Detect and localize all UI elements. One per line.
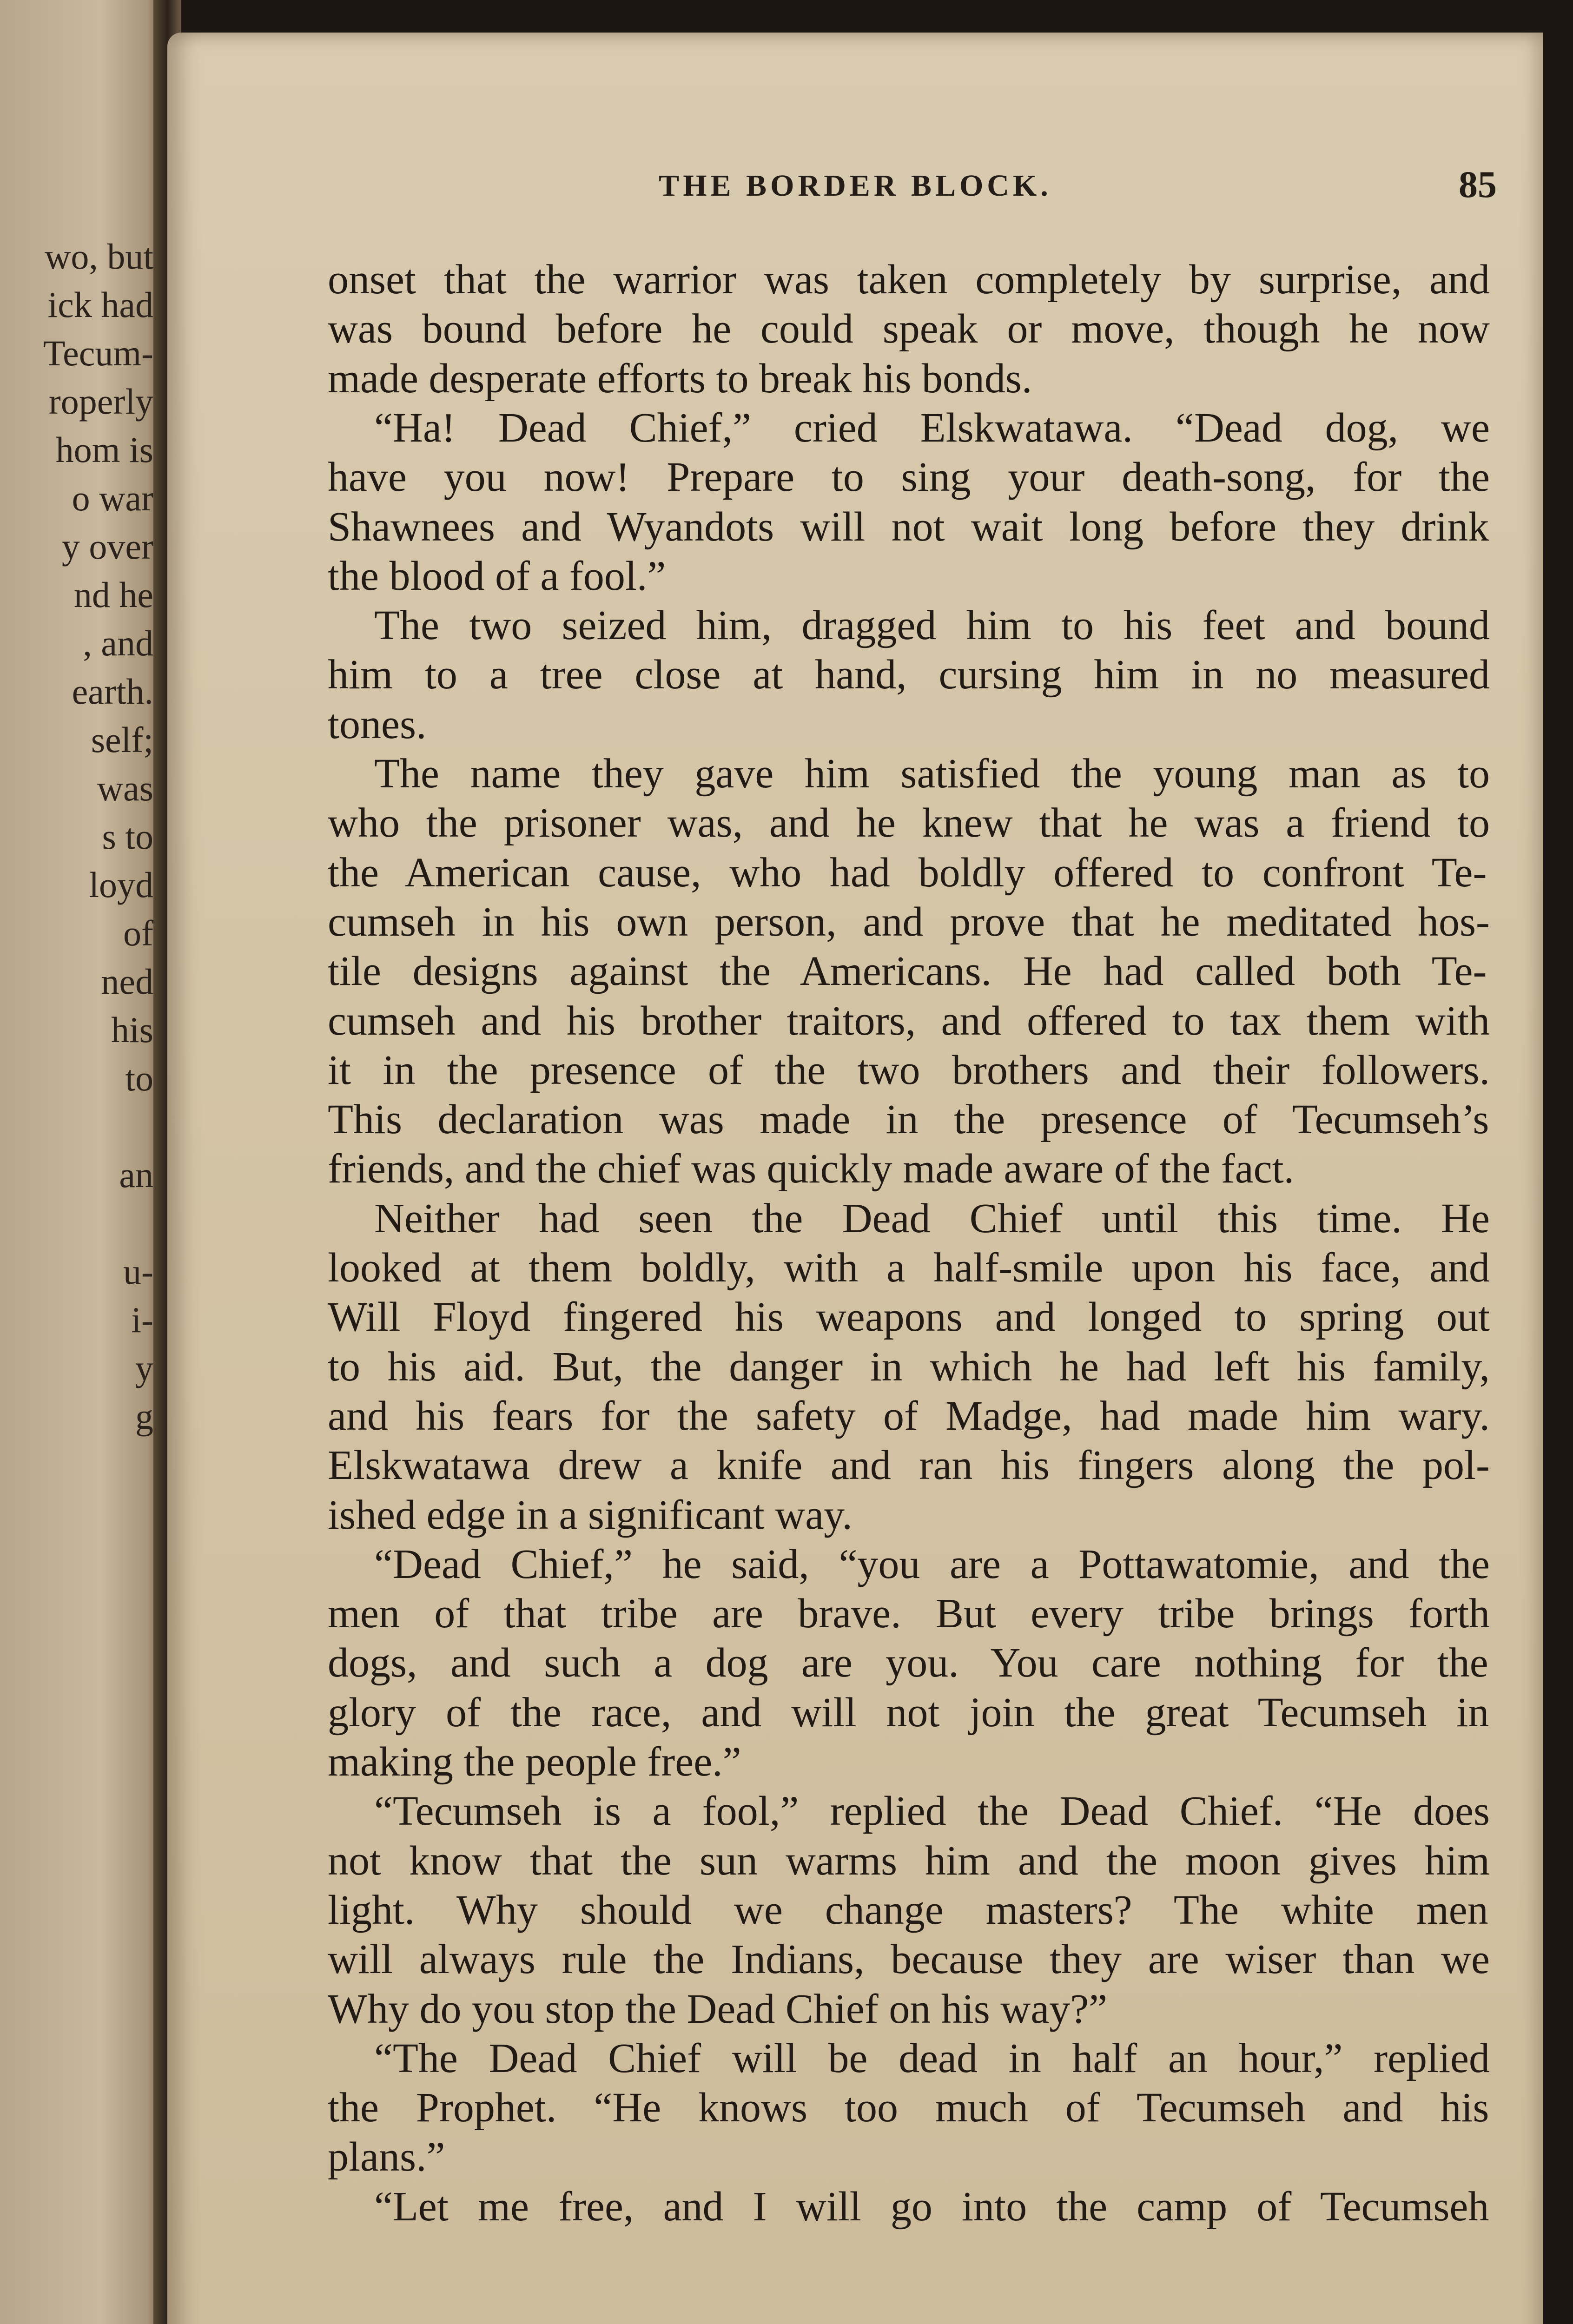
left-page-fragment — [0, 1103, 153, 1151]
text-line: “Dead Chief,” he said, “you are a Pottawatomie, and the — [374, 1541, 1490, 1587]
text-line: Shawnees and Wyandots will not wait long before they drink — [328, 503, 1489, 550]
left-page-text — [0, 232, 153, 1538]
left-page-fragment: roperly — [48, 381, 153, 422]
text-line: glory of the race, and will not join the great Tecumseh in — [328, 1689, 1489, 1736]
left-page-fragment: Tecum- — [43, 333, 153, 373]
left-page-fragment: y — [135, 1348, 153, 1388]
text-line: the blood of a fool.” — [328, 553, 666, 599]
text-line: him to a tree close at hand, cursing him in no measured — [328, 652, 1490, 698]
left-page-fragment: nd he — [73, 574, 153, 615]
text-line: making the people free.” — [328, 1739, 741, 1785]
text-line: Why do you stop the Dead Chief on his way?” — [328, 1986, 1108, 2032]
text-line: have you now! Prepare to sing your death-song, for the — [328, 454, 1490, 501]
text-line: The name they gave him satisfied the young man as to — [374, 751, 1490, 797]
left-page-fragment: y over — [61, 526, 153, 567]
left-page-fragment: his — [111, 1010, 153, 1050]
text-line: tile designs against the Americans. He had called both Te- — [328, 948, 1487, 995]
text-line: cumseh and his brother traitors, and offered to tax them with — [328, 997, 1490, 1044]
text-line: was bound before he could speak or move, though he now — [328, 306, 1490, 352]
text-line: The two seized him, dragged him to his feet and bound — [374, 602, 1490, 649]
text-line: ished edge in a significant way. — [328, 1492, 853, 1538]
text-line: Neither had seen the Dead Chief until this time. He — [374, 1195, 1490, 1241]
text-line: friends, and the chief was quickly made aware of the fact. — [328, 1146, 1295, 1192]
left-page-fragment: ick had — [47, 284, 153, 325]
text-line: cumseh in his own person, and prove that he meditated hos- — [328, 898, 1490, 945]
text-line: “Ha! Dead Chief,” cried Elskwatawa. “Dead dog, we — [374, 404, 1490, 451]
left-page-fragment: to — [125, 1058, 153, 1098]
text-line: dogs, and such a dog are you. You care nothing for the — [328, 1640, 1488, 1686]
left-page-edge — [0, 0, 167, 2324]
text-line: plans.” — [328, 2134, 445, 2180]
running-head: THE BORDER BLOCK. — [659, 169, 1052, 203]
text-line: light. Why should we change masters? The white men — [328, 1887, 1488, 1933]
left-page-fragment — [0, 1489, 153, 1538]
left-page-fragment — [0, 1441, 153, 1489]
text-line: who the prisoner was, and he knew that he was a friend to — [328, 800, 1490, 846]
right-page — [167, 33, 1543, 2324]
text-line: the Prophet. “He knows too much of Tecumseh and his — [328, 2085, 1489, 2131]
text-line: onset that the warrior was taken completely by surprise, and — [328, 257, 1490, 303]
left-page-fragment: wo, but — [45, 236, 153, 277]
page-header — [167, 163, 1543, 219]
left-page-fragment: o war — [72, 478, 153, 518]
text-line: to his aid. But, the danger in which he had left his family, — [328, 1343, 1490, 1390]
left-page-fragment: loyd — [89, 865, 153, 905]
text-line: Will Floyd fingered his weapons and longed to spring out — [328, 1294, 1490, 1340]
left-page-fragment: earth. — [72, 671, 153, 712]
left-page-fragment: was — [97, 768, 153, 808]
left-page-fragment — [0, 1199, 153, 1248]
text-line: This declaration was made in the presence of Tecumseh’s — [328, 1096, 1489, 1143]
text-line: and his fears for the safety of Madge, had made him wary. — [328, 1393, 1490, 1439]
text-line: looked at them boldly, with a half-smile upon his face, and — [328, 1245, 1490, 1291]
text-line: the American cause, who had boldly offered to confront Te- — [328, 849, 1487, 896]
text-line: it in the presence of the two brothers and their followers. — [328, 1047, 1490, 1093]
text-line: Elskwatawa drew a knife and ran his fingers along the pol- — [328, 1442, 1490, 1489]
left-page-fragment: u- — [123, 1251, 153, 1292]
text-line: will always rule the Indians, because they are wiser than we — [328, 1936, 1490, 1983]
left-page-fragment: of — [123, 913, 153, 953]
left-page-fragment: s to — [102, 816, 153, 857]
text-line: men of that tribe are brave. But every tribe brings forth — [328, 1591, 1490, 1637]
text-line: tones. — [328, 701, 427, 747]
left-page-fragment: i- — [131, 1300, 153, 1340]
left-page-fragment: an — [119, 1155, 153, 1195]
text-line: not know that the sun warms him and the moon gives him — [328, 1837, 1490, 1884]
left-page-fragment: hom is — [55, 429, 153, 470]
left-page-fragment: ned — [101, 961, 153, 1002]
left-page-fragment: self; — [91, 720, 153, 760]
text-line: made desperate efforts to break his bonds. — [328, 355, 1032, 402]
left-page-fragment: g — [135, 1396, 153, 1437]
text-line: “Tecumseh is a fool,” replied the Dead Chief. “He does — [374, 1788, 1490, 1835]
left-page-fragment: , and — [83, 623, 153, 663]
page-number: 85 — [1459, 163, 1497, 205]
text-line: “The Dead Chief will be dead in half an hour,” replied — [374, 2035, 1490, 2081]
text-line: “Let me free, and I will go into the camp of Tecumseh — [374, 2183, 1489, 2230]
